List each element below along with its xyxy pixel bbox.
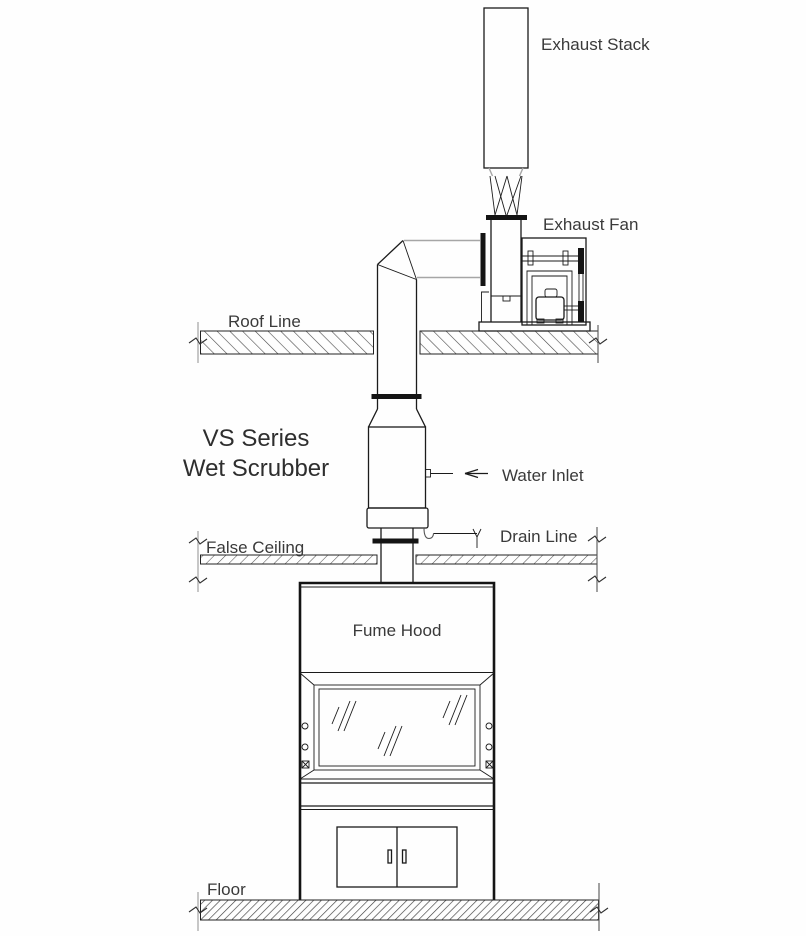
elbow-outer	[378, 241, 404, 265]
sash-bevel-tl	[300, 673, 314, 685]
fan-inlet-flange	[481, 233, 486, 286]
fan-rail-bolt-left	[528, 251, 533, 265]
fan-motor	[536, 297, 564, 320]
elbow-fold	[403, 241, 417, 280]
fan-bracket	[482, 292, 490, 322]
stack-flange	[486, 215, 527, 220]
fume-hood	[300, 583, 494, 900]
water-inlet-label: Water Inlet	[502, 466, 584, 485]
glass-reflection-marks	[332, 695, 467, 756]
ceiling-slab-right	[416, 555, 597, 564]
exhaust-stack-label: Exhaust Stack	[541, 35, 650, 54]
scrubber-body	[369, 427, 426, 508]
roof-slab-left	[201, 331, 374, 354]
fume-hood-label: Fume Hood	[352, 621, 442, 640]
diagram-title	[183, 425, 329, 482]
sash-knob[interactable]	[486, 723, 492, 729]
scrubber-bottom-flange	[373, 539, 419, 544]
cabinet-handle-left[interactable]	[388, 850, 392, 863]
sash-glass	[319, 689, 475, 766]
cabinet-handle-right[interactable]	[403, 850, 407, 863]
sash-knob[interactable]	[486, 744, 492, 750]
sash-bevel-br	[480, 770, 494, 779]
sash-frame[interactable]	[314, 685, 480, 770]
water-inlet-callout	[465, 466, 584, 485]
exhaust-duct	[378, 241, 481, 395]
drain-arrow	[473, 529, 481, 548]
drain-line-callout	[424, 527, 578, 548]
sash-knob[interactable]	[302, 744, 308, 750]
sash-latch-cross	[486, 761, 493, 768]
belt-pulley-top	[578, 248, 584, 274]
floor	[189, 880, 608, 931]
motor-mount-outer	[527, 271, 572, 325]
fan-base	[479, 322, 590, 331]
scrubber-cone-right	[417, 409, 426, 427]
water-inlet-stub	[426, 470, 431, 478]
pillar-fittings	[302, 723, 493, 768]
fan-damper	[503, 296, 510, 301]
title-line-1: VS Series	[202, 425, 310, 452]
floor-slab	[201, 900, 599, 920]
stack-leg-left	[489, 168, 493, 176]
false-ceiling-label: False Ceiling	[206, 538, 305, 557]
floor-label: Floor	[207, 880, 246, 899]
motor-cap	[545, 289, 557, 297]
drain-trap	[424, 528, 434, 539]
scrubber-cone-left	[369, 409, 378, 427]
title-line-2: Wet Scrubber	[182, 455, 330, 482]
roof-slab-right	[420, 331, 598, 354]
stack-support-truss	[490, 176, 522, 215]
belt-pulley-bottom	[578, 301, 584, 322]
sash-bevel-bl	[300, 770, 314, 779]
fan-rail-bolt-right	[563, 251, 568, 265]
scrubber-top-flange	[372, 394, 422, 399]
roof-line-label: Roof Line	[228, 312, 301, 331]
stack-body	[484, 8, 528, 168]
exhaust-fan-label: Exhaust Fan	[543, 215, 639, 234]
scrubber-sump	[367, 508, 428, 528]
sash-knob[interactable]	[302, 723, 308, 729]
exhaust-fan	[479, 220, 590, 331]
sash-bevel-tr	[480, 673, 494, 685]
stack-leg-right	[520, 168, 524, 176]
exhaust-stack	[484, 8, 528, 220]
elbow-seam	[378, 265, 417, 280]
motor-mount-inner	[532, 276, 567, 325]
sash-latch-cross	[302, 761, 309, 768]
drain-line-label: Drain Line	[500, 527, 578, 546]
